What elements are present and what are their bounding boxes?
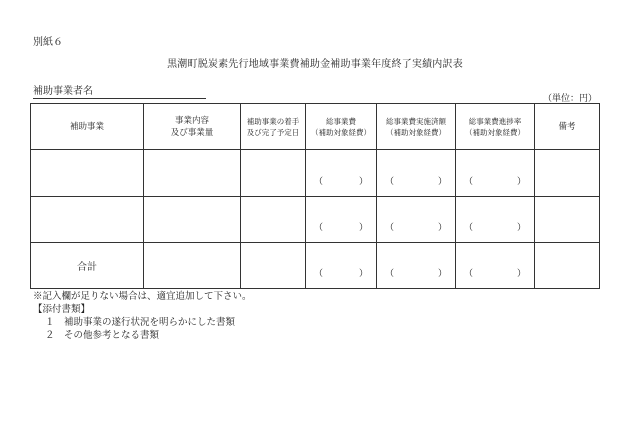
- cell-progress-rate[interactable]: （ ）: [456, 197, 535, 243]
- cell-executed-amount[interactable]: （ ）: [377, 243, 456, 289]
- attachments-header: 【添付書類】: [33, 304, 91, 315]
- cell-content[interactable]: [144, 150, 241, 197]
- cell-content[interactable]: [144, 243, 241, 289]
- note-add-rows: ※記入欄が足りない場合は、適宜追加して下さい。: [33, 291, 252, 302]
- attachment-item: ２ その他参考となる書類: [45, 330, 160, 341]
- header-total-cost: 総事業費 （補助対象経費）: [306, 104, 377, 150]
- cell-content[interactable]: [144, 197, 241, 243]
- header-remarks: 備考: [535, 104, 600, 150]
- cell-total-cost[interactable]: （ ）: [306, 150, 377, 197]
- document-title: 黒潮町脱炭素先行地域事業費補助金補助事業年度終了実績内訳表: [167, 59, 463, 70]
- notes: [33, 290, 252, 342]
- cell-total-cost[interactable]: （ ）: [306, 197, 377, 243]
- cell-remarks[interactable]: [535, 197, 600, 243]
- cell-remarks[interactable]: [535, 243, 600, 289]
- cell-project[interactable]: [31, 197, 144, 243]
- cell-progress-rate[interactable]: （ ）: [456, 243, 535, 289]
- header-progress-rate: 総事業費進捗率 （補助対象経費）: [456, 104, 535, 150]
- header-project: 補助事業: [31, 104, 144, 150]
- cell-schedule[interactable]: [241, 243, 306, 289]
- table-row: [31, 150, 600, 197]
- table-row: [31, 197, 600, 243]
- form-number: 別紙６: [33, 37, 63, 48]
- header-row: [31, 104, 600, 150]
- header-executed-amount: 総事業費実施済額 （補助対象経費）: [377, 104, 456, 150]
- cell-executed-amount[interactable]: （ ）: [377, 150, 456, 197]
- cell-schedule[interactable]: [241, 150, 306, 197]
- cell-progress-rate[interactable]: （ ）: [456, 150, 535, 197]
- header-schedule: 補助事業の着手 及び完了予定日: [241, 104, 306, 150]
- unit-label: （単位：円）: [542, 94, 597, 104]
- cell-executed-amount[interactable]: （ ）: [377, 197, 456, 243]
- header-content: 事業内容 及び事業量: [144, 104, 241, 150]
- cell-remarks[interactable]: [535, 150, 600, 197]
- applicant-name-field: 補助事業者名: [33, 82, 206, 99]
- total-row: [31, 243, 600, 289]
- cell-project[interactable]: [31, 150, 144, 197]
- cell-total-cost[interactable]: （ ）: [306, 243, 377, 289]
- attachment-item: １ 補助事業の遂行状況を明らかにした書類: [45, 317, 236, 328]
- breakdown-table: [30, 103, 600, 289]
- cell-schedule[interactable]: [241, 197, 306, 243]
- total-row-label: 合計: [31, 243, 144, 289]
